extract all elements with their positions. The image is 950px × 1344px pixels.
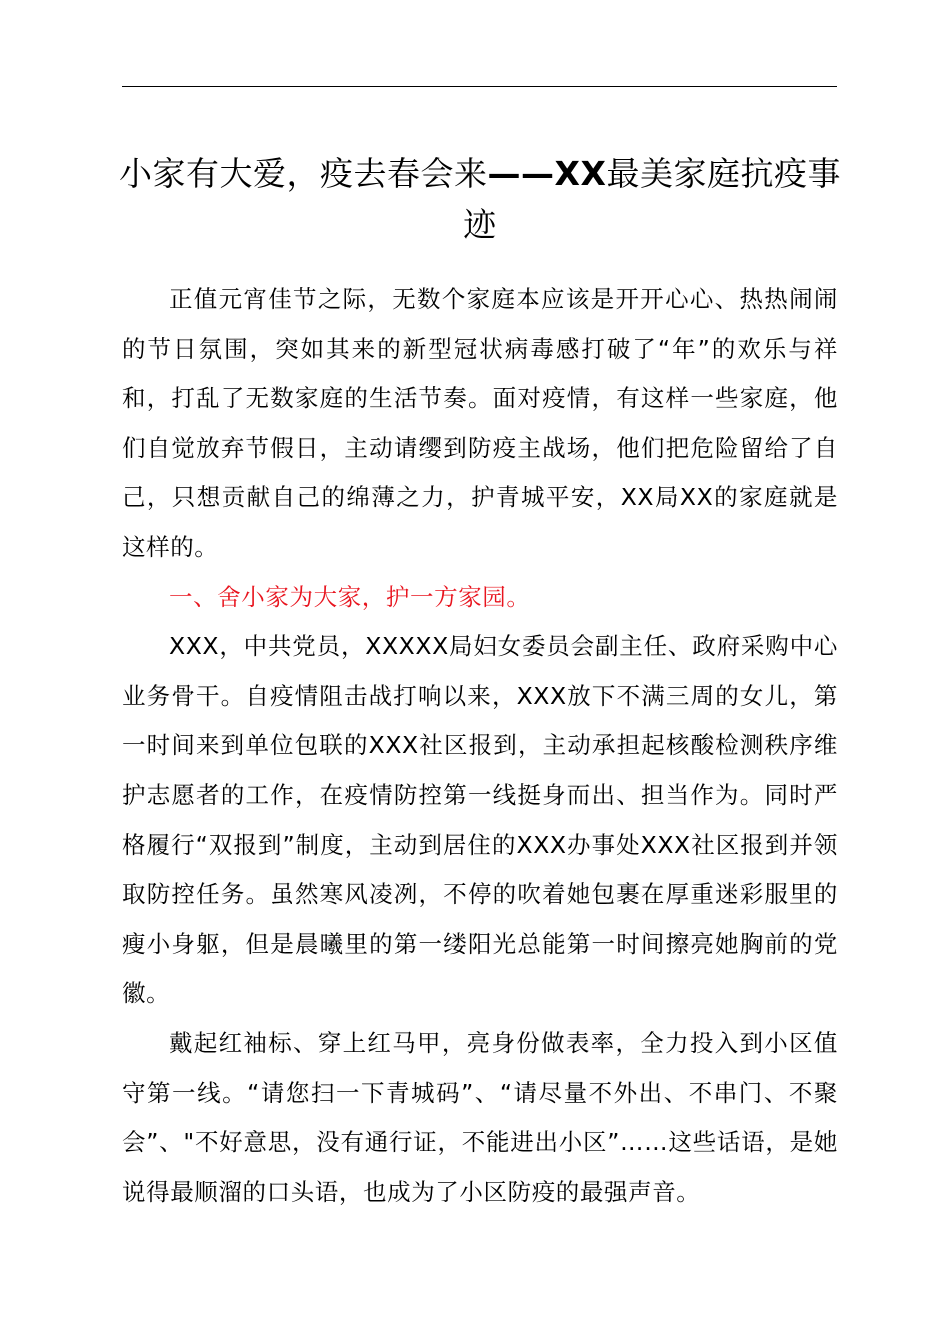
title-main: 小家有大爱，疫去春会来 bbox=[119, 154, 488, 193]
document-title bbox=[110, 148, 850, 250]
paragraph-profile: XXX，中共党员，XXXXX局妇女委员会副主任、政府采购中心业务骨干。自疫情阻击战打响以来，XXX放下不满三周的女儿，第一时间来到单位包联的XXX社区报到，主动承担起核酸检测秩序维护志愿者的工作，在疫情防控第一线挺身而出、担当作为。同时严格履行“双报到”制度，主动到居住的XXX办事处XXX社区报到并领取防控任务。虽然寒风凌冽，不停的吹着她包裹在厚重迷彩服里的瘦小身躯，但是晨曦里的第一缕阳光总能第一时间擦亮她胸前的党徽。 bbox=[122, 632, 838, 1008]
paragraph-intro: 正值元宵佳节之际，无数个家庭本应该是开开心心、热热闹闹的节日氛围，突如其来的新型冠状病毒感打破了“年”的欢乐与祥和，打乱了无数家庭的生活节奏。面对疫情，有这样一些家庭，他们自觉放弃节假日，主动请缨到防疫主战场，他们把危险留给了自己，只想贡献自己的绵薄之力，护青城平安，XX局XX的家庭就是这样的。 bbox=[122, 285, 838, 561]
header-rule bbox=[122, 86, 837, 87]
title-rest: 最美家庭抗疫事迹 bbox=[463, 154, 841, 244]
section-heading-1: 一、舍小家为大家，护一方家园。 bbox=[169, 582, 531, 611]
document-body bbox=[122, 275, 838, 1217]
paragraph-duty: 戴起红袖标、穿上红马甲，亮身份做表率，全力投入到小区值守第一线。“请您扫一下青城码”、“请尽量不外出、不串门、不聚会”、"不好意思，没有通行证，不能进出小区”……这些话语，是她说得最顺溜的口头语，也成为了小区防疫的最强声音。 bbox=[122, 1028, 838, 1206]
title-dash: ——XX bbox=[487, 154, 607, 193]
